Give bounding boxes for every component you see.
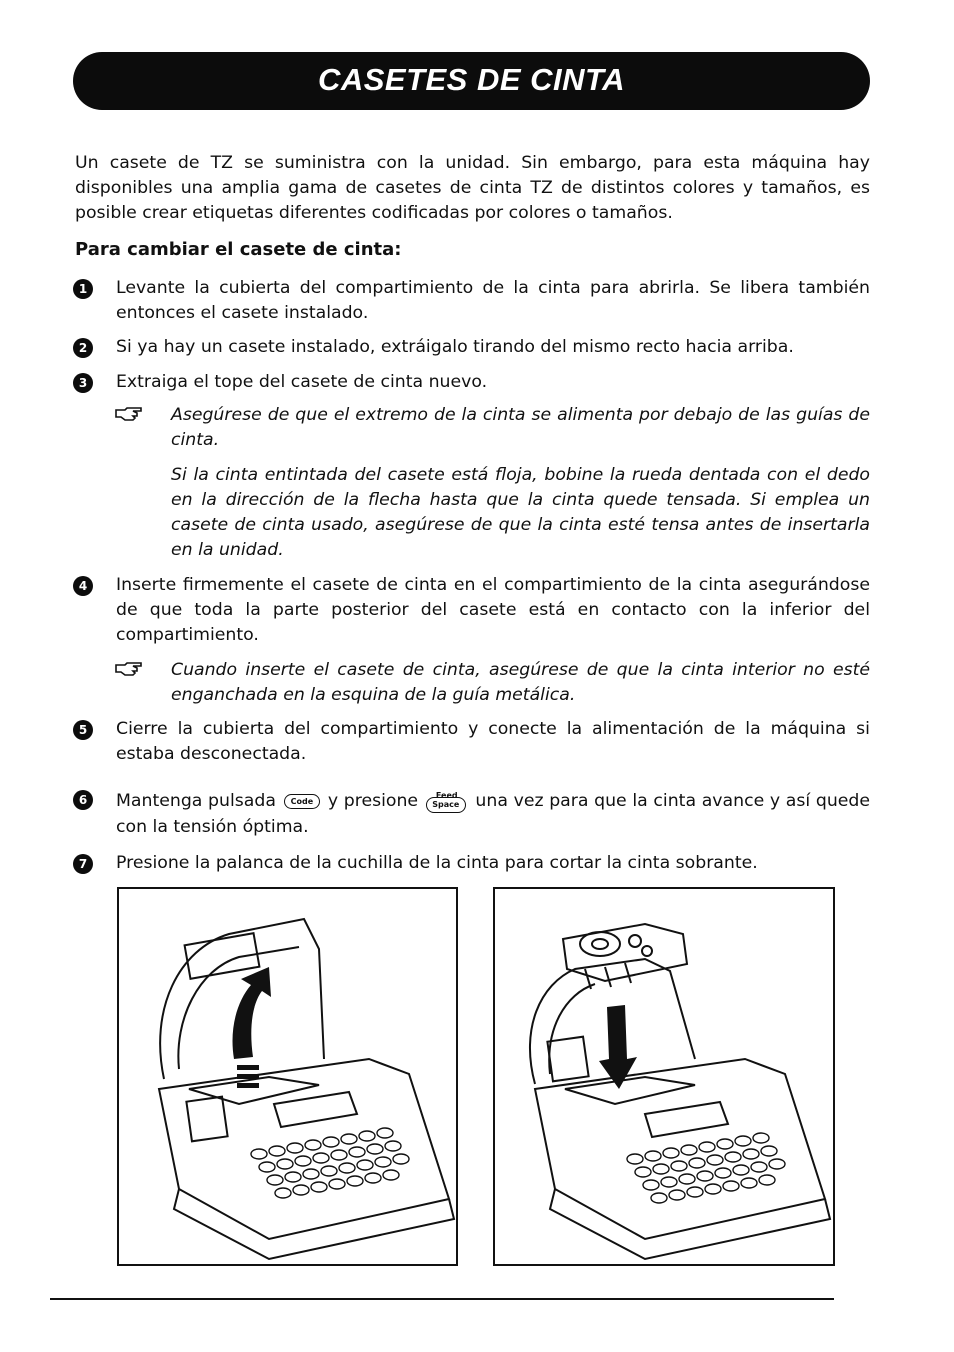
figure-open-cover [117,887,458,1266]
step-text [116,787,870,840]
step-2 [73,335,870,360]
section-heading: Para cambiar el casete de cinta: [75,239,402,260]
step-number: 1 [73,279,93,299]
step-text-part: una vez para que la cinta avance y así quede con la tensión óptima. [116,791,871,837]
feed-key-label: Feed [435,791,458,800]
step-text: Cierre la cubierta del compartimiento y conecte la alimentación de la máquina si estaba desconectada. [116,719,870,764]
arrow-down-icon [599,1005,637,1089]
space-key-label: Space [426,797,466,813]
note-hand-icon [115,660,145,678]
title-banner [73,52,870,110]
step-number: 4 [73,576,93,596]
note-text: Si la cinta entintada del casete está floja, bobine la rueda dentada con el dedo en la dirección de la flecha hasta que la cinta quede tensada. Si emplea un casete de cinta usado, asegúrese de que la cinta esté tensa antes de insertarla en la unidad. [171,465,870,560]
step-number: 3 [73,373,93,393]
step-text: Levante la cubierta del compartimiento de la cinta para abrirla. Se libera también entonces el casete instalado. [116,278,870,323]
labeler-open-illustration [119,889,456,1264]
step-number: 5 [73,720,93,740]
step-text: Inserte firmemente el casete de cinta en el compartimiento de la cinta asegurándose de que toda la parte posterior del casete está en contacto con la inferior del compartimiento. [116,575,870,645]
step-4 [73,573,870,648]
step-text: Si ya hay un casete instalado, extráigalo tirando del mismo recto hacia arriba. [116,337,794,357]
step-1 [73,276,870,326]
intro-paragraph: Un casete de TZ se suministra con la unidad. Sin embargo, para esta máquina hay disponibles una amplia gama de casetes de cinta TZ de distintos colores y tamaños, es posible crear etiquetas diferentes codificadas por colores o tamaños. [75,153,870,223]
code-key: Code [284,794,321,809]
step-text: Presione la palanca de la cuchilla de la cinta para cortar la cinta sobrante. [116,853,758,873]
step-5 [73,717,870,767]
note-step-3 [115,403,870,563]
step-number: 2 [73,338,93,358]
arrow-up-icon [233,967,271,1088]
step-text-part: y presione [327,791,419,811]
step-number: 7 [73,854,93,874]
page-title: CASETES DE CINTA [317,62,626,97]
note-step-4 [115,658,870,708]
note-text: Asegúrese de que el extremo de la cinta se alimenta por debajo de las guías de cinta. [171,405,870,450]
feed-space-key [426,787,468,815]
note-text: Cuando inserte el casete de cinta, asegúrese de que la cinta interior no esté enganchada en la esquina de la guía metálica. [171,660,870,705]
step-text: Extraiga el tope del casete de cinta nuevo. [116,372,488,392]
step-7 [73,851,870,876]
labeler-insert-illustration [495,889,833,1264]
footer-rule [50,1298,834,1300]
figure-insert-cassette [493,887,835,1266]
step-text-part: Mantenga pulsada [116,791,276,811]
step-6 [73,787,870,840]
note-hand-icon [115,405,145,423]
step-3 [73,370,870,395]
step-number: 6 [73,790,93,810]
